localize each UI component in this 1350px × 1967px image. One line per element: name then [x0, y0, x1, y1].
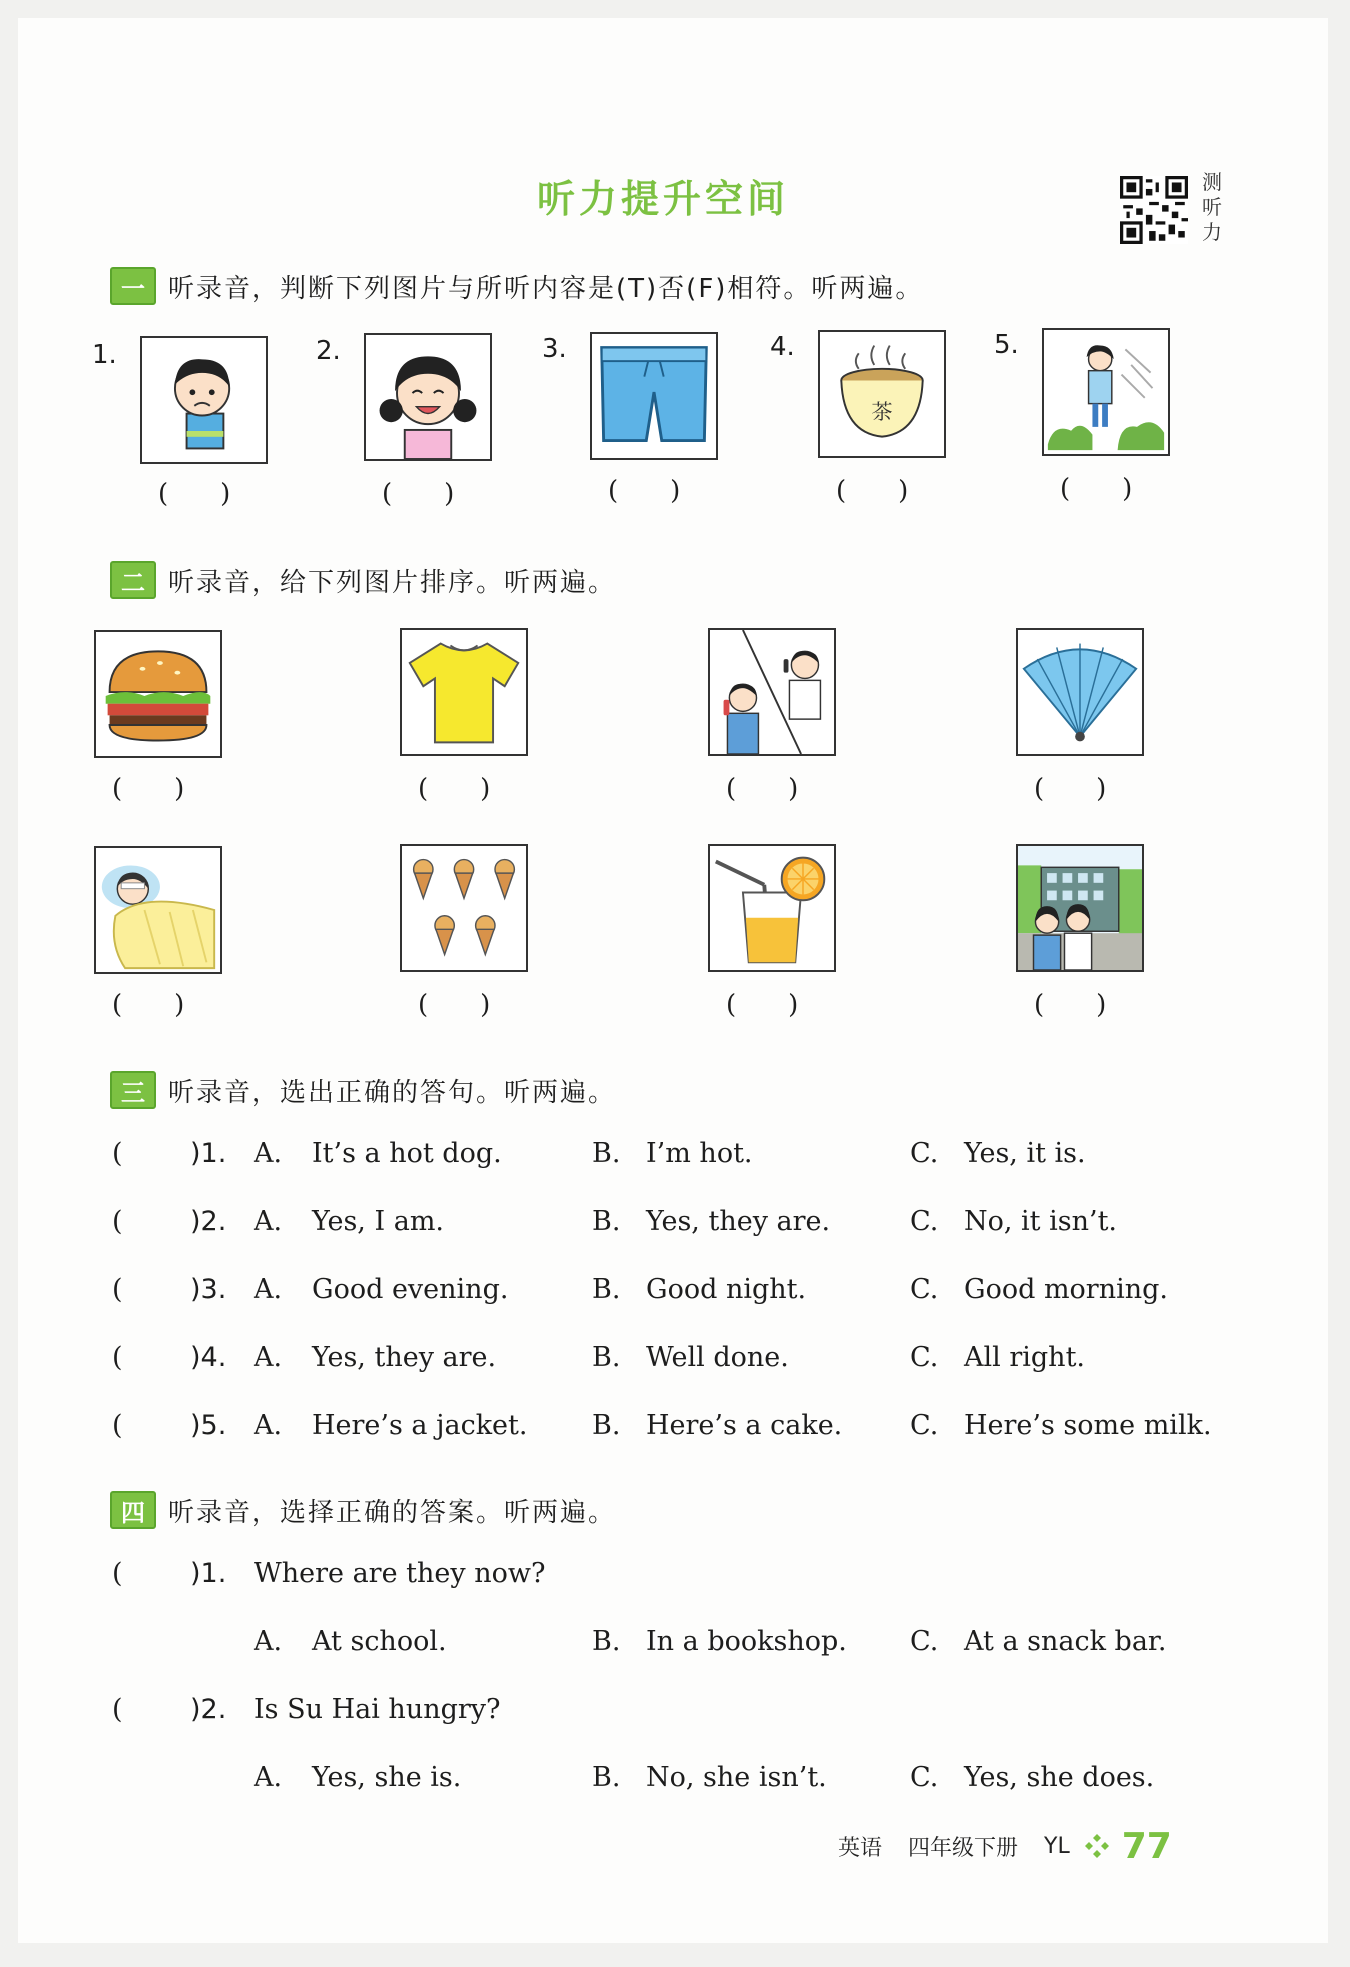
- t-shirt-icon: [402, 630, 526, 754]
- order-blank-6[interactable]: ( ): [418, 990, 491, 1020]
- order-blank-4[interactable]: ( ): [1034, 774, 1107, 804]
- answer-open-paren[interactable]: (: [112, 1694, 123, 1725]
- option-a-text[interactable]: Yes, she is.: [312, 1762, 462, 1793]
- answer-open-paren[interactable]: (: [112, 1138, 123, 1169]
- section-1-header: [110, 266, 923, 306]
- option-a-label: A.: [254, 1138, 283, 1169]
- option-b-text[interactable]: Well done.: [646, 1342, 789, 1373]
- section-2-badge: 二: [110, 561, 156, 599]
- option-c-label: C.: [910, 1206, 939, 1237]
- fan-icon: [1018, 630, 1142, 754]
- section-4-badge: 四: [110, 1491, 156, 1529]
- picture-ice-creams: [400, 844, 528, 972]
- answer-blank-4[interactable]: ( ): [836, 476, 909, 506]
- option-c-label: C.: [910, 1274, 939, 1305]
- section-2-instruction: 听录音，给下列图片排序。听两遍。: [168, 567, 617, 598]
- picture-sad-boy: [140, 336, 268, 464]
- option-a-text[interactable]: Here’s a jacket.: [312, 1410, 528, 1441]
- item-1-number: 1.: [92, 340, 117, 370]
- picture-fan: [1016, 628, 1144, 756]
- order-blank-5[interactable]: ( ): [112, 990, 185, 1020]
- answer-blank-2[interactable]: ( ): [382, 479, 455, 509]
- sad-boy-icon: [142, 338, 266, 462]
- answer-blank-5[interactable]: ( ): [1060, 474, 1133, 504]
- option-a-label: A.: [254, 1410, 283, 1441]
- section-1-instruction: 听录音，判断下列图片与所听内容是(T)否(F)相符。听两遍。: [168, 273, 924, 304]
- question-text: Where are they now?: [254, 1558, 546, 1589]
- option-a-text[interactable]: It’s a hot dog.: [312, 1138, 502, 1169]
- answer-open-paren[interactable]: (: [112, 1558, 123, 1589]
- option-c-label: C.: [910, 1762, 939, 1793]
- question-row: [112, 1694, 1262, 1734]
- picture-shorts: [590, 332, 718, 460]
- option-b-text[interactable]: No, she isn’t.: [646, 1762, 827, 1793]
- question-row: [112, 1558, 1262, 1598]
- option-b-label: B.: [592, 1274, 621, 1305]
- option-a-text[interactable]: Good evening.: [312, 1274, 509, 1305]
- page-number: 77: [1121, 1825, 1172, 1867]
- option-b-label: B.: [592, 1762, 621, 1793]
- ice-creams-icon: [402, 846, 526, 970]
- question-row: [112, 1274, 1262, 1314]
- picture-hamburger: [94, 630, 222, 758]
- option-a-label: A.: [254, 1626, 283, 1657]
- question-row: [112, 1410, 1262, 1450]
- question-number: )1.: [190, 1558, 227, 1589]
- shorts-icon: [592, 334, 716, 458]
- footer-subject: 英语: [838, 1835, 883, 1861]
- question-number: )5.: [190, 1410, 227, 1441]
- question-row: [112, 1138, 1262, 1178]
- option-c-text[interactable]: All right.: [964, 1342, 1085, 1373]
- question-number: )4.: [190, 1342, 227, 1373]
- item-3-number: 3.: [542, 334, 567, 364]
- answer-open-paren[interactable]: (: [112, 1274, 123, 1305]
- option-c-text[interactable]: Good morning.: [964, 1274, 1168, 1305]
- picture-cold-girl: [1042, 328, 1170, 456]
- option-c-text[interactable]: Yes, it is.: [964, 1138, 1086, 1169]
- item-2-number: 2.: [316, 336, 341, 366]
- option-c-text[interactable]: Yes, she does.: [964, 1762, 1155, 1793]
- section-3-badge: 三: [110, 1071, 156, 1109]
- option-a-label: A.: [254, 1762, 283, 1793]
- school-icon: [1018, 846, 1142, 970]
- question-number: )2.: [190, 1694, 227, 1725]
- option-c-text[interactable]: At a snack bar.: [964, 1626, 1167, 1657]
- picture-orange-juice: [708, 844, 836, 972]
- phone-call-icon: [710, 630, 834, 754]
- section-1-badge: 一: [110, 267, 156, 305]
- option-a-text[interactable]: Yes, they are.: [312, 1342, 497, 1373]
- picture-tea-cup: [818, 330, 946, 458]
- order-blank-8[interactable]: ( ): [1034, 990, 1107, 1020]
- footer-edition: YL: [1044, 1833, 1070, 1859]
- page-title: 听力提升空间: [536, 177, 789, 221]
- question-number: )1.: [190, 1138, 227, 1169]
- answer-blank-1[interactable]: ( ): [158, 479, 231, 509]
- option-c-label: C.: [910, 1342, 939, 1373]
- option-c-label: C.: [910, 1626, 939, 1657]
- workbook-page: [18, 18, 1328, 1943]
- option-b-label: B.: [592, 1206, 621, 1237]
- section-4-instruction: 听录音，选择正确的答案。听两遍。: [168, 1497, 617, 1528]
- section-4-header: [110, 1490, 616, 1530]
- section-3-header: [110, 1070, 616, 1110]
- option-a-text[interactable]: At school.: [312, 1626, 447, 1657]
- question-row: [112, 1206, 1262, 1246]
- cold-girl-icon: [1044, 330, 1168, 454]
- option-a-label: A.: [254, 1206, 283, 1237]
- option-b-label: B.: [592, 1342, 621, 1373]
- answer-open-paren[interactable]: (: [112, 1410, 123, 1441]
- picture-phone-call: [708, 628, 836, 756]
- order-blank-1[interactable]: ( ): [112, 774, 185, 804]
- picture-t-shirt: [400, 628, 528, 756]
- answer-blank-3[interactable]: ( ): [608, 476, 681, 506]
- happy-girl-icon: [366, 335, 490, 459]
- option-c-label: C.: [910, 1410, 939, 1441]
- option-b-text[interactable]: I’m hot.: [646, 1138, 753, 1169]
- diamond-ornament-icon: [1084, 1833, 1110, 1859]
- option-b-text[interactable]: Here’s a cake.: [646, 1410, 843, 1441]
- answer-open-paren[interactable]: (: [112, 1206, 123, 1237]
- option-b-label: B.: [592, 1410, 621, 1441]
- section-2-header: [110, 560, 616, 600]
- answer-open-paren[interactable]: (: [112, 1342, 123, 1373]
- picture-sleeping-child: [94, 846, 222, 974]
- picture-school: [1016, 844, 1144, 972]
- option-b-label: B.: [592, 1138, 621, 1169]
- option-a-label: A.: [254, 1274, 283, 1305]
- orange-juice-icon: [710, 846, 834, 970]
- item-5-number: 5.: [994, 330, 1019, 360]
- option-b-label: B.: [592, 1626, 621, 1657]
- picture-happy-girl: [364, 333, 492, 461]
- order-blank-3[interactable]: ( ): [726, 774, 799, 804]
- page-footer: [838, 1826, 1172, 1866]
- options-row: [112, 1762, 1262, 1802]
- option-a-text[interactable]: Yes, I am.: [312, 1206, 445, 1237]
- question-row: [112, 1342, 1262, 1382]
- order-blank-2[interactable]: ( ): [418, 774, 491, 804]
- question-text: Is Su Hai hungry?: [254, 1694, 501, 1725]
- hamburger-icon: [96, 632, 220, 756]
- qr-label: 测听力: [1202, 170, 1222, 244]
- options-row: [112, 1626, 1262, 1666]
- tea-cup-icon: [820, 332, 944, 456]
- option-a-label: A.: [254, 1342, 283, 1373]
- qr-code-icon[interactable]: [1120, 176, 1188, 244]
- footer-grade: 四年级下册: [908, 1835, 1019, 1861]
- option-b-text[interactable]: Yes, they are.: [646, 1206, 831, 1237]
- option-c-label: C.: [910, 1138, 939, 1169]
- option-b-text[interactable]: Good night.: [646, 1274, 807, 1305]
- item-4-number: 4.: [770, 332, 795, 362]
- question-number: )2.: [190, 1206, 227, 1237]
- section-3-instruction: 听录音，选出正确的答句。听两遍。: [168, 1077, 617, 1108]
- option-b-text[interactable]: In a bookshop.: [646, 1626, 847, 1657]
- svg-text:茶: 茶: [871, 400, 893, 426]
- question-number: )3.: [190, 1274, 227, 1305]
- sleeping-child-icon: [96, 848, 220, 972]
- option-c-text[interactable]: No, it isn’t.: [964, 1206, 1118, 1237]
- order-blank-7[interactable]: ( ): [726, 990, 799, 1020]
- option-c-text[interactable]: Here’s some milk.: [964, 1410, 1212, 1441]
